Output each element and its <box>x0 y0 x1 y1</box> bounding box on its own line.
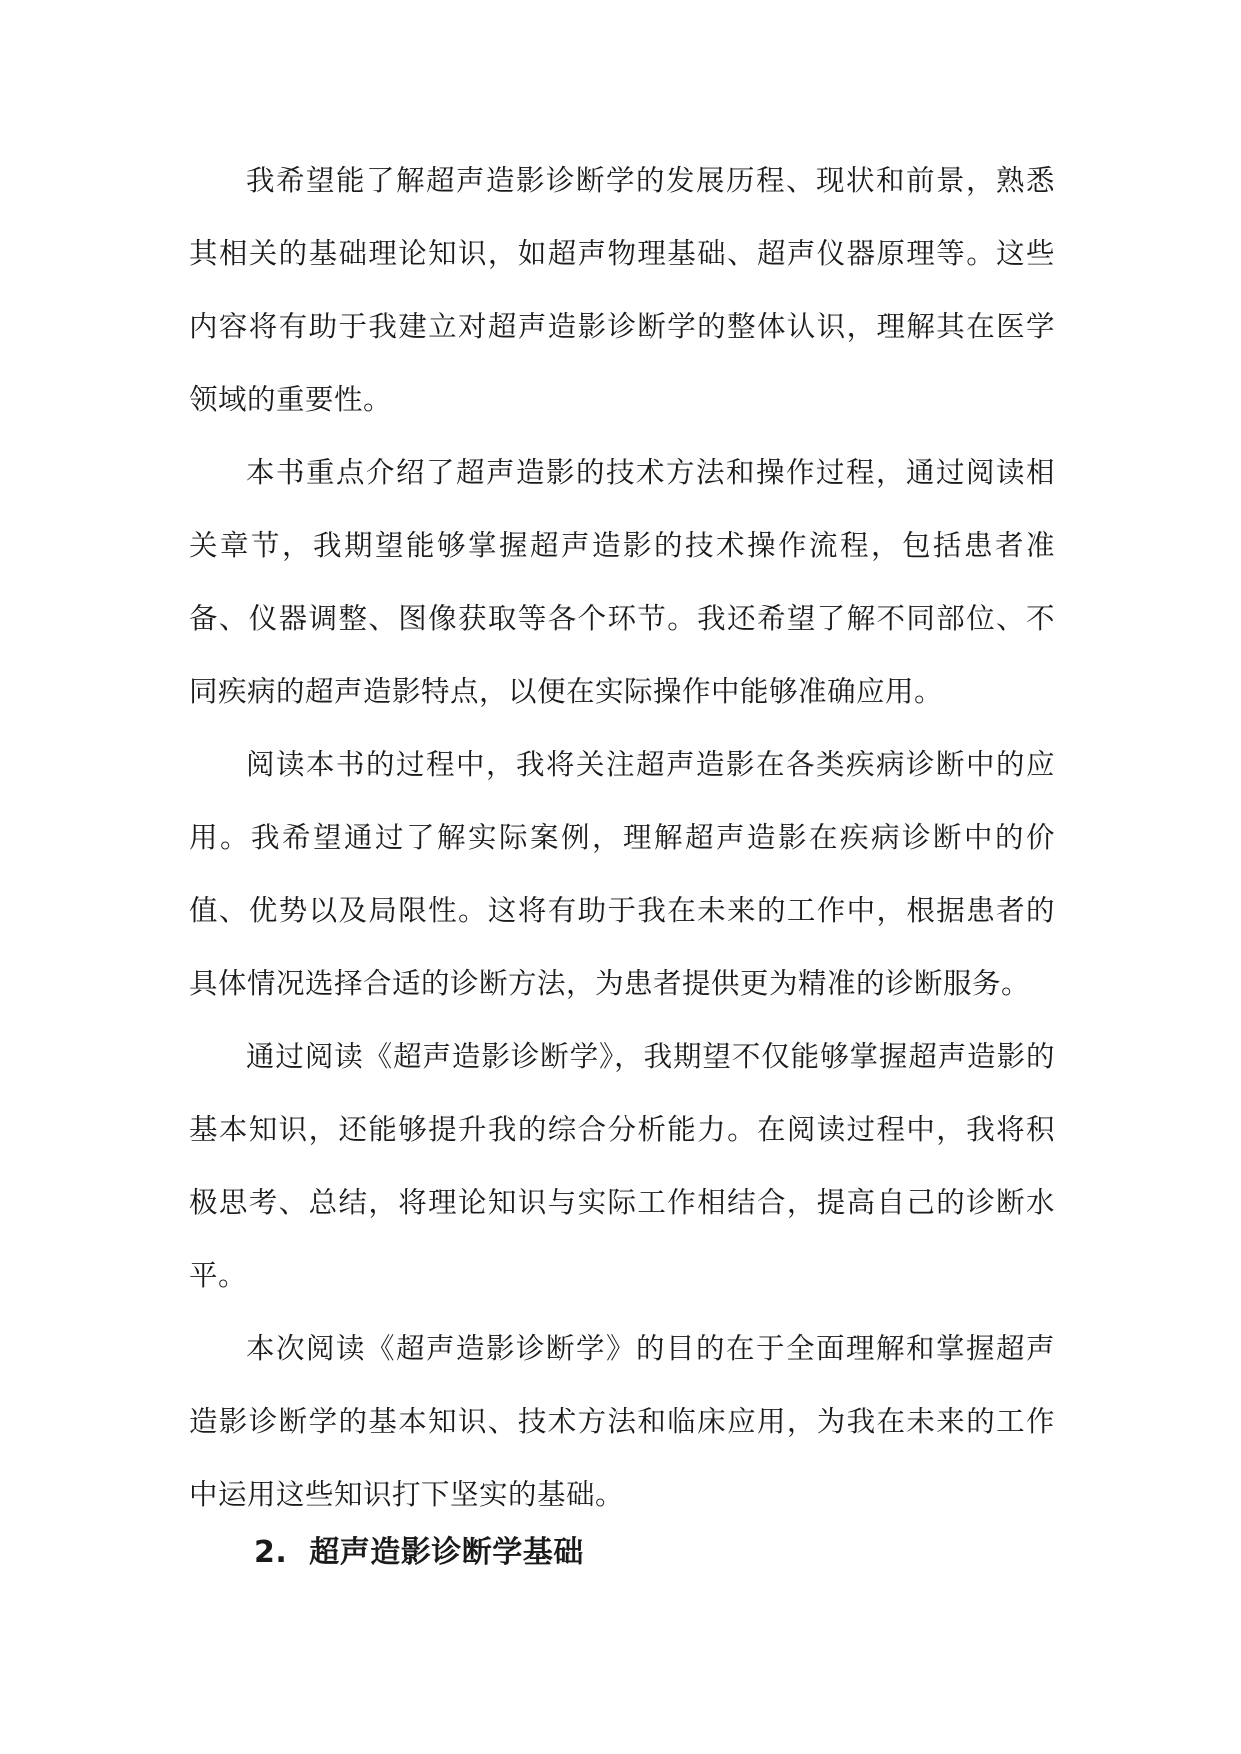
paragraph: 本次阅读《超声造影诊断学》的目的在于全面理解和掌握超声造影诊断学的基本知识、技术方法和临床应用，为我在未来的工作中运用这些知识打下坚实的基础。 <box>189 1332 1055 1511</box>
document-body <box>189 144 1055 1531</box>
section-title: 超声造影诊断学基础 <box>309 1535 584 1570</box>
paragraph: 我希望能了解超声造影诊断学的发展历程、现状和前景，熟悉其相关的基础理论知识，如超声物理基础、超声仪器原理等。这些内容将有助于我建立对超声造影诊断学的整体认识，理解其在医学领域的重要性。 <box>189 164 1055 416</box>
section-number: 2. <box>254 1535 288 1570</box>
paragraph: 通过阅读《超声造影诊断学》，我期望不仅能够掌握超声造影的基本知识，还能够提升我的综合分析能力。在阅读过程中，我将积极思考、总结，将理论知识与实际工作相结合，提高自己的诊断水平。 <box>189 1040 1055 1292</box>
section-heading <box>254 1533 584 1573</box>
paragraph: 阅读本书的过程中，我将关注超声造影在各类疾病诊断中的应用。我希望通过了解实际案例，理解超声造影在疾病诊断中的价值、优势以及局限性。这将有助于我在未来的工作中，根据患者的具体情况选择合适的诊断方法，为患者提供更为精准的诊断服务。 <box>189 748 1055 1000</box>
paragraph: 本书重点介绍了超声造影的技术方法和操作过程，通过阅读相关章节，我期望能够掌握超声造影的技术操作流程，包括患者准备、仪器调整、图像获取等各个环节。我还希望了解不同部位、不同疾病的超声造影特点，以便在实际操作中能够准确应用。 <box>189 456 1055 708</box>
